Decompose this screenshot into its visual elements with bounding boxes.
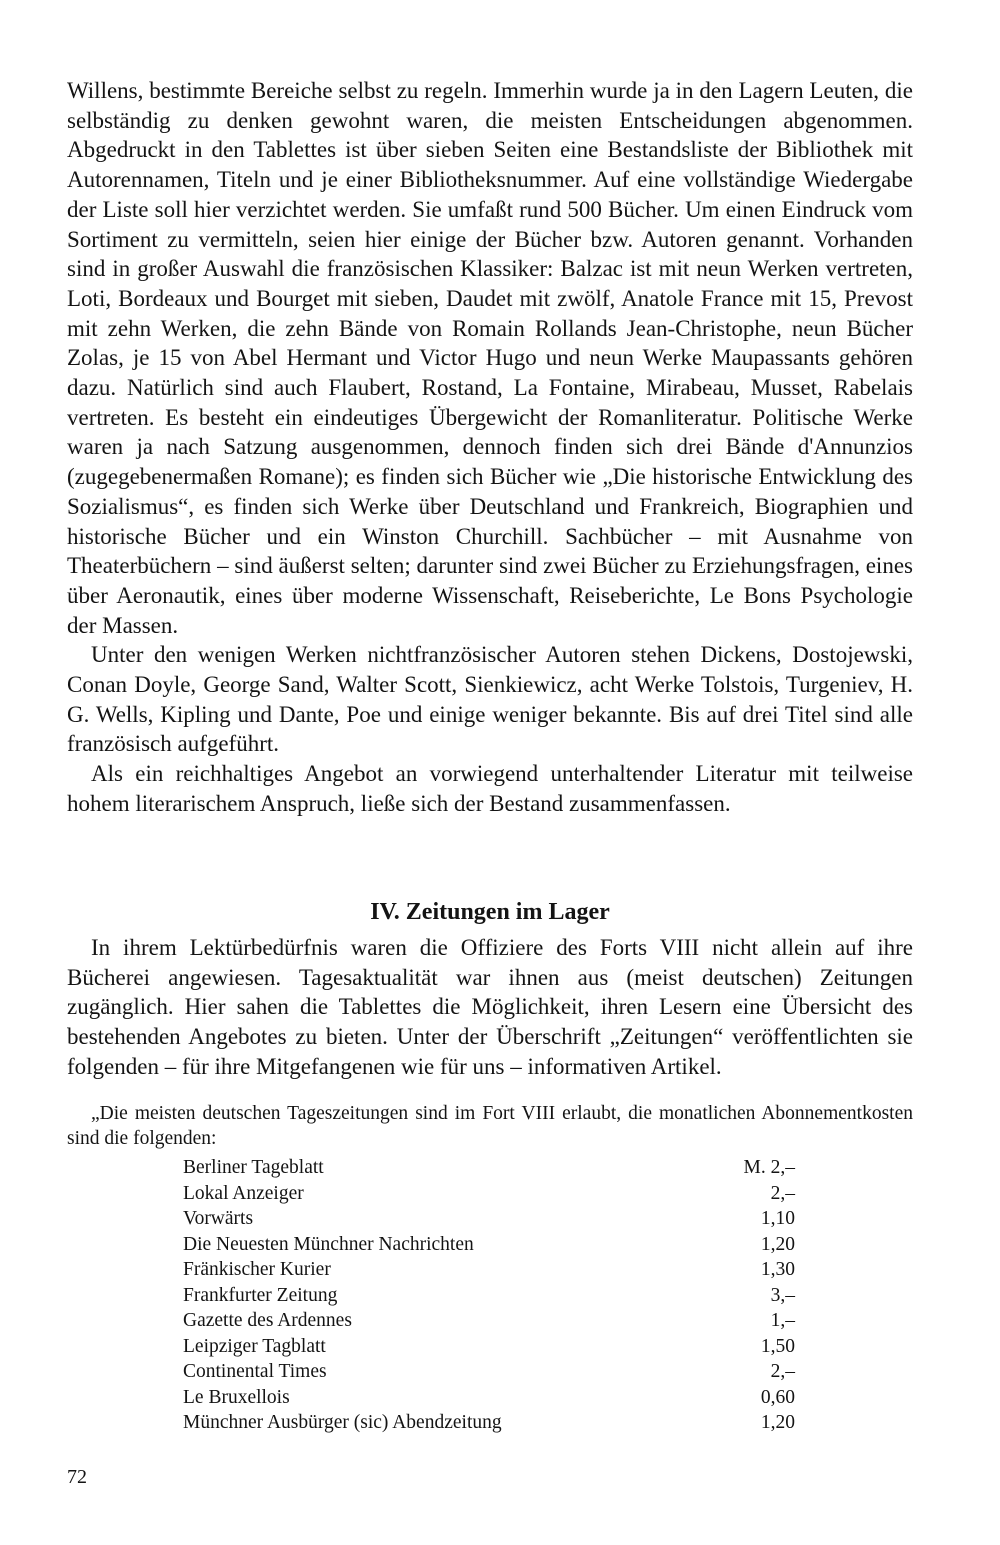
table-row xyxy=(183,1359,795,1385)
section-body xyxy=(67,933,913,1082)
newspaper-price: 3,– xyxy=(770,1284,795,1306)
quote-block xyxy=(67,1102,913,1151)
newspaper-name: Frankfurter Zeitung xyxy=(183,1284,338,1306)
newspaper-name: Vorwärts xyxy=(183,1208,254,1229)
newspaper-price: 2,– xyxy=(770,1361,795,1382)
page-number: 72 xyxy=(67,1466,87,1488)
newspaper-price: 1,30 xyxy=(760,1259,795,1280)
table-row xyxy=(183,1410,795,1436)
newspaper-name: Lokal Anzeiger xyxy=(183,1182,304,1204)
newspaper-name: Münchner Ausbürger (sic) Abendzeitung xyxy=(183,1412,502,1433)
paragraph-library-inventory: Willens, bestimmte Bereiche selbst zu regeln. Immerhin wurde ja in den Lagern Leuten, die selbständig zu denken gewohnt waren, die meisten Entscheidungen abgenommen. Abgedruckt in den Tablettes ist über sieben Seiten eine Bestandsliste der Bibliothek mit Autorennamen, Titeln und je einer Bibliotheksnummer. Auf eine vollständige Wiedergabe der Liste soll hier verzichtet werden. Sie umfaßt rund 500 Bücher. Um einen Eindruck vom Sortiment zu vermitteln, seien hier einige der Bücher bzw. Autoren genannt. Vorhanden sind in großer Auswahl die französischen Klassiker: Balzac ist mit neun Werken vertreten, Loti, Bordeaux und Bourget mit sieben, Daudet mit zwölf, Anatole France mit 15, Prevost mit zehn Werken, die zehn Bände von Romain Rollands Jean-Christophe, neun Bücher Zolas, je 15 von Abel Hermant und Victor Hugo und neun Werke Maupassants gehören dazu. Natürlich sind auch Flaubert, Rostand, La Fontaine, Mirabeau, Musset, Rabelais vertreten. Es besteht ein eindeutiges Übergewicht der Romanliteratur. Politische Werke waren ja nach Satzung ausgenommen, dennoch finden sich drei Bände d'Annunzios (zugegebenermaßen Romane); es finden sich Bücher wie „Die historische Entwicklung des Sozialismus“, es finden sich Werke über Deutschland und Frankreich, Biographien und historische Bücher und ein Winston Churchill. Sachbücher – mit Ausnahme von Theaterbüchern – sind äußerst selten; darunter sind zwei Bücher zu Erziehungsfragen, eines über Aeronautik, eines über moderne Wissenschaft, Reiseberichte, Le Bons Psychologie der Massen. xyxy=(67,78,913,638)
body-text xyxy=(67,76,913,819)
newspaper-name: Continental Times xyxy=(183,1361,327,1382)
table-row xyxy=(183,1283,795,1309)
table-row xyxy=(183,1257,795,1283)
newspaper-price: 0,60 xyxy=(760,1386,795,1408)
newspaper-price: 1,– xyxy=(770,1310,795,1331)
quote-intro: „Die meisten deutschen Tageszeitungen sind im Fort VIII erlaubt, die monatlichen Abonnementkosten sind die folgenden: xyxy=(67,1103,913,1149)
newspaper-name: Le Bruxellois xyxy=(183,1386,290,1408)
newspaper-price: 1,10 xyxy=(760,1208,795,1229)
table-row xyxy=(183,1232,795,1258)
table-row xyxy=(183,1385,795,1411)
newspaper-price-table xyxy=(183,1155,795,1436)
table-row xyxy=(183,1181,795,1207)
newspaper-price: 1,20 xyxy=(760,1412,795,1433)
newspaper-name: Die Neuesten Münchner Nachrichten xyxy=(183,1233,474,1255)
newspaper-price: M. 2,– xyxy=(743,1157,795,1178)
section-heading: IV. Zeitungen im Lager xyxy=(370,899,610,925)
paragraph-newspapers-intro: In ihrem Lektürbedürfnis waren die Offiziere des Forts VIII nicht allein auf ihre Bücherei angewiesen. Tagesaktualität war ihnen aus (meist deutschen) Zeitungen zugänglich. Hier sahen die Tablettes die Möglichkeit, ihren Lesern eine Übersicht des bestehenden Angebotes zu bieten. Unter der Überschrift „Zeitungen“ veröffentlichten sie folgenden – für ihre Mitgefangenen wie für uns – informativen Artikel. xyxy=(67,935,913,1079)
table-row xyxy=(183,1206,795,1232)
newspaper-name: Berliner Tageblatt xyxy=(183,1157,324,1178)
table-row xyxy=(183,1155,795,1181)
table-row xyxy=(183,1334,795,1360)
newspaper-price: 2,– xyxy=(770,1182,795,1204)
newspaper-name: Gazette des Ardennes xyxy=(183,1310,352,1331)
newspaper-name: Fränkischer Kurier xyxy=(183,1259,331,1280)
paragraph-summary: Als ein reichhaltiges Angebot an vorwiegend unterhaltender Literatur mit teilweise hohem literarischem Anspruch, ließe sich der Bestand zusammenfassen. xyxy=(67,761,913,816)
newspaper-name: Leipziger Tagblatt xyxy=(183,1335,326,1357)
paragraph-foreign-authors: Unter den wenigen Werken nichtfranzösischer Autoren stehen Dickens, Dostojewski, Conan Doyle, George Sand, Walter Scott, Sienkiewicz, acht Werke Tolstois, Turgeniev, H. G. Wells, Kipling und Dante, Poe und einige weniger bekannte. Bis auf drei Titel sind alle französisch aufgeführt. xyxy=(67,642,913,757)
newspaper-price: 1,50 xyxy=(760,1335,795,1357)
newspaper-price: 1,20 xyxy=(760,1233,795,1255)
table-row xyxy=(183,1308,795,1334)
